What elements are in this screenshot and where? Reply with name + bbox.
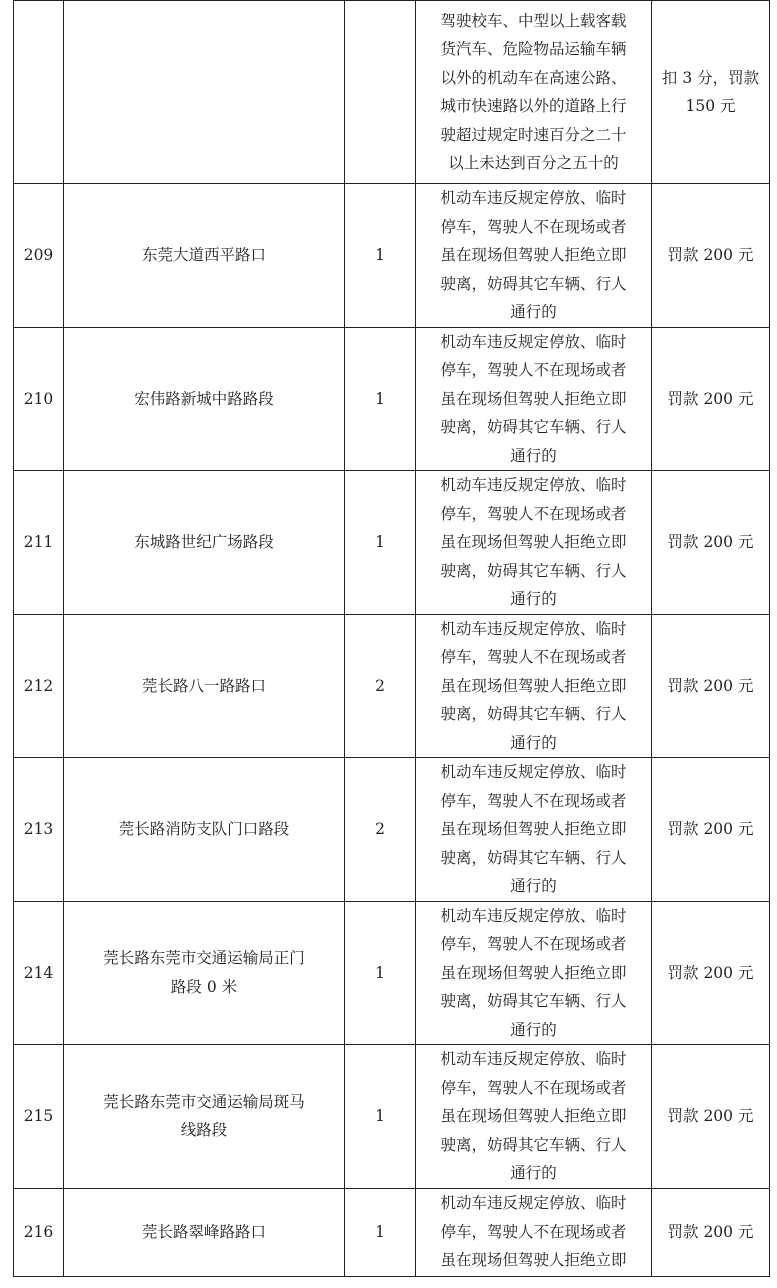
location-line: 莞长路东莞市交通运输局正门 bbox=[103, 949, 305, 968]
violation-line: 虽在现场但驾驶人拒绝立即 bbox=[440, 246, 627, 264]
violation-line: 驶离，妨碍其它车辆、行人 bbox=[440, 561, 627, 580]
violation-line: 虽在现场但驾驶人拒绝立即 bbox=[440, 533, 627, 551]
violation-line: 虽在现场但驾驶人拒绝立即 bbox=[440, 820, 627, 838]
count-cell: 1 bbox=[345, 327, 416, 471]
violation-line: 驶离，妨碍其它车辆、行人 bbox=[440, 705, 627, 723]
location-line: 莞长路消防支队门口路段 bbox=[118, 820, 290, 838]
table-row bbox=[14, 614, 770, 758]
penalty-cell: 罚款 200 元 bbox=[652, 184, 770, 328]
violation-line: 虽在现场但驾驶人拒绝立即 bbox=[440, 1107, 627, 1125]
penalty-line: 150 元 bbox=[685, 97, 736, 115]
violation-line: 通行的 bbox=[510, 733, 557, 752]
location-cell bbox=[64, 327, 345, 471]
violation-line: 通行的 bbox=[510, 877, 557, 895]
location-line: 莞长路八一路路口 bbox=[141, 676, 266, 695]
table-row bbox=[14, 184, 770, 328]
violation-cell bbox=[416, 327, 652, 471]
location-line: 莞长路东莞市交通运输局斑马 bbox=[103, 1092, 305, 1111]
violation-line: 以上未达到百分之五十的 bbox=[448, 154, 619, 172]
penalty-cell: 罚款 200 元 bbox=[652, 1045, 770, 1189]
row-number: 209 bbox=[14, 184, 64, 328]
violation-line: 机动车违反规定停放、临时 bbox=[440, 619, 627, 638]
penalty-cell: 罚款 200 元 bbox=[652, 471, 770, 615]
penalty-cell bbox=[652, 1, 770, 184]
row-number: 211 bbox=[14, 471, 64, 615]
location-cell bbox=[64, 1188, 345, 1276]
count-cell: 1 bbox=[345, 471, 416, 615]
violation-line: 停车，驾驶人不在现场或者 bbox=[440, 791, 627, 810]
violation-line: 驶离，妨碍其它车辆、行人 bbox=[440, 992, 627, 1010]
row-number bbox=[14, 1, 64, 184]
count-cell: 2 bbox=[345, 614, 416, 758]
violation-line: 机动车违反规定停放、临时 bbox=[440, 906, 627, 925]
location-cell bbox=[64, 1045, 345, 1189]
violation-cell bbox=[416, 1045, 652, 1189]
violation-cell bbox=[416, 1188, 652, 1276]
location-cell bbox=[64, 758, 345, 902]
location-cell bbox=[64, 614, 345, 758]
location-cell bbox=[64, 184, 345, 328]
row-number: 216 bbox=[14, 1188, 64, 1276]
penalty-cell: 罚款 200 元 bbox=[652, 327, 770, 471]
violation-line: 驶离，妨碍其它车辆、行人 bbox=[440, 1135, 627, 1154]
violation-line: 通行的 bbox=[510, 1164, 557, 1182]
violation-line: 机动车违反规定停放、临时 bbox=[440, 189, 627, 207]
violation-line: 机动车违反规定停放、临时 bbox=[440, 1050, 627, 1068]
penalty-cell: 罚款 200 元 bbox=[652, 1188, 770, 1276]
count-cell: 2 bbox=[345, 758, 416, 902]
location-cell bbox=[64, 471, 345, 615]
violation-line: 停车，驾驶人不在现场或者 bbox=[440, 504, 627, 523]
violation-line: 虽在现场但驾驶人拒绝立即 bbox=[440, 1251, 627, 1270]
violation-cell bbox=[416, 184, 652, 328]
table-row bbox=[14, 327, 770, 471]
violation-line: 通行的 bbox=[510, 446, 557, 465]
row-number: 212 bbox=[14, 614, 64, 758]
violation-line: 通行的 bbox=[510, 1020, 557, 1039]
violation-table bbox=[13, 0, 770, 1277]
violation-line: 停车，驾驶人不在现场或者 bbox=[440, 217, 627, 236]
violation-cell bbox=[416, 1, 652, 184]
count-cell: 1 bbox=[345, 1045, 416, 1189]
violation-line: 机动车违反规定停放、临时 bbox=[440, 476, 627, 494]
penalty-line: 扣 3 分，罚款 bbox=[661, 68, 760, 87]
row-number: 215 bbox=[14, 1045, 64, 1189]
location-cell bbox=[64, 1, 345, 184]
violation-line: 通行的 bbox=[510, 590, 557, 608]
location-line: 东城路世纪广场路段 bbox=[134, 533, 274, 551]
violation-cell bbox=[416, 758, 652, 902]
violation-line: 停车，驾驶人不在现场或者 bbox=[440, 361, 627, 379]
violation-cell bbox=[416, 901, 652, 1045]
location-line: 莞长路翠峰路路口 bbox=[141, 1222, 266, 1241]
violation-line: 驾驶校车、中型以上载客载 bbox=[440, 11, 627, 30]
violation-line: 停车，驾驶人不在现场或者 bbox=[440, 648, 627, 666]
count-cell: 1 bbox=[345, 184, 416, 328]
table-row bbox=[14, 1188, 770, 1276]
penalty-cell: 罚款 200 元 bbox=[652, 758, 770, 902]
location-line: 路段 0 米 bbox=[170, 977, 238, 996]
violation-line: 停车，驾驶人不在现场或者 bbox=[440, 1078, 627, 1097]
violation-line: 虽在现场但驾驶人拒绝立即 bbox=[440, 389, 627, 408]
table-row bbox=[14, 471, 770, 615]
violation-line: 通行的 bbox=[510, 303, 557, 321]
violation-cell bbox=[416, 614, 652, 758]
count-cell bbox=[345, 1, 416, 184]
row-number: 214 bbox=[14, 901, 64, 1045]
count-cell: 1 bbox=[345, 901, 416, 1045]
violation-line: 以外的机动车在高速公路、 bbox=[440, 68, 627, 87]
violation-line: 驶离，妨碍其它车辆、行人 bbox=[440, 848, 627, 867]
location-line: 宏伟路新城中路路段 bbox=[134, 389, 274, 408]
violation-line: 机动车违反规定停放、临时 bbox=[440, 332, 627, 351]
location-line: 线路段 bbox=[180, 1121, 228, 1140]
violation-line: 停车，驾驶人不在现场或者 bbox=[440, 1222, 627, 1241]
row-number: 210 bbox=[14, 327, 64, 471]
table-row bbox=[14, 1045, 770, 1189]
violation-line: 停车，驾驶人不在现场或者 bbox=[440, 935, 627, 953]
violation-line: 城市快速路以外的道路上行 bbox=[440, 97, 627, 115]
table-row bbox=[14, 758, 770, 902]
location-line: 东莞大道西平路口 bbox=[141, 246, 266, 264]
violation-line: 机动车违反规定停放、临时 bbox=[440, 763, 627, 781]
row-number: 213 bbox=[14, 758, 64, 902]
table-row bbox=[14, 1, 770, 184]
violation-line: 机动车违反规定停放、临时 bbox=[440, 1194, 627, 1213]
violation-line: 虽在现场但驾驶人拒绝立即 bbox=[440, 676, 627, 695]
violation-line: 驶离，妨碍其它车辆、行人 bbox=[440, 274, 627, 293]
violation-line: 驶超过规定时速百分之二十 bbox=[440, 125, 627, 144]
penalty-cell: 罚款 200 元 bbox=[652, 901, 770, 1045]
count-cell: 1 bbox=[345, 1188, 416, 1276]
violation-cell bbox=[416, 471, 652, 615]
violation-line: 驶离，妨碍其它车辆、行人 bbox=[440, 418, 627, 436]
violation-line: 货汽车、危险物品运输车辆 bbox=[440, 40, 627, 58]
violation-line: 虽在现场但驾驶人拒绝立即 bbox=[440, 963, 627, 982]
penalty-cell: 罚款 200 元 bbox=[652, 614, 770, 758]
table-row bbox=[14, 901, 770, 1045]
location-cell bbox=[64, 901, 345, 1045]
